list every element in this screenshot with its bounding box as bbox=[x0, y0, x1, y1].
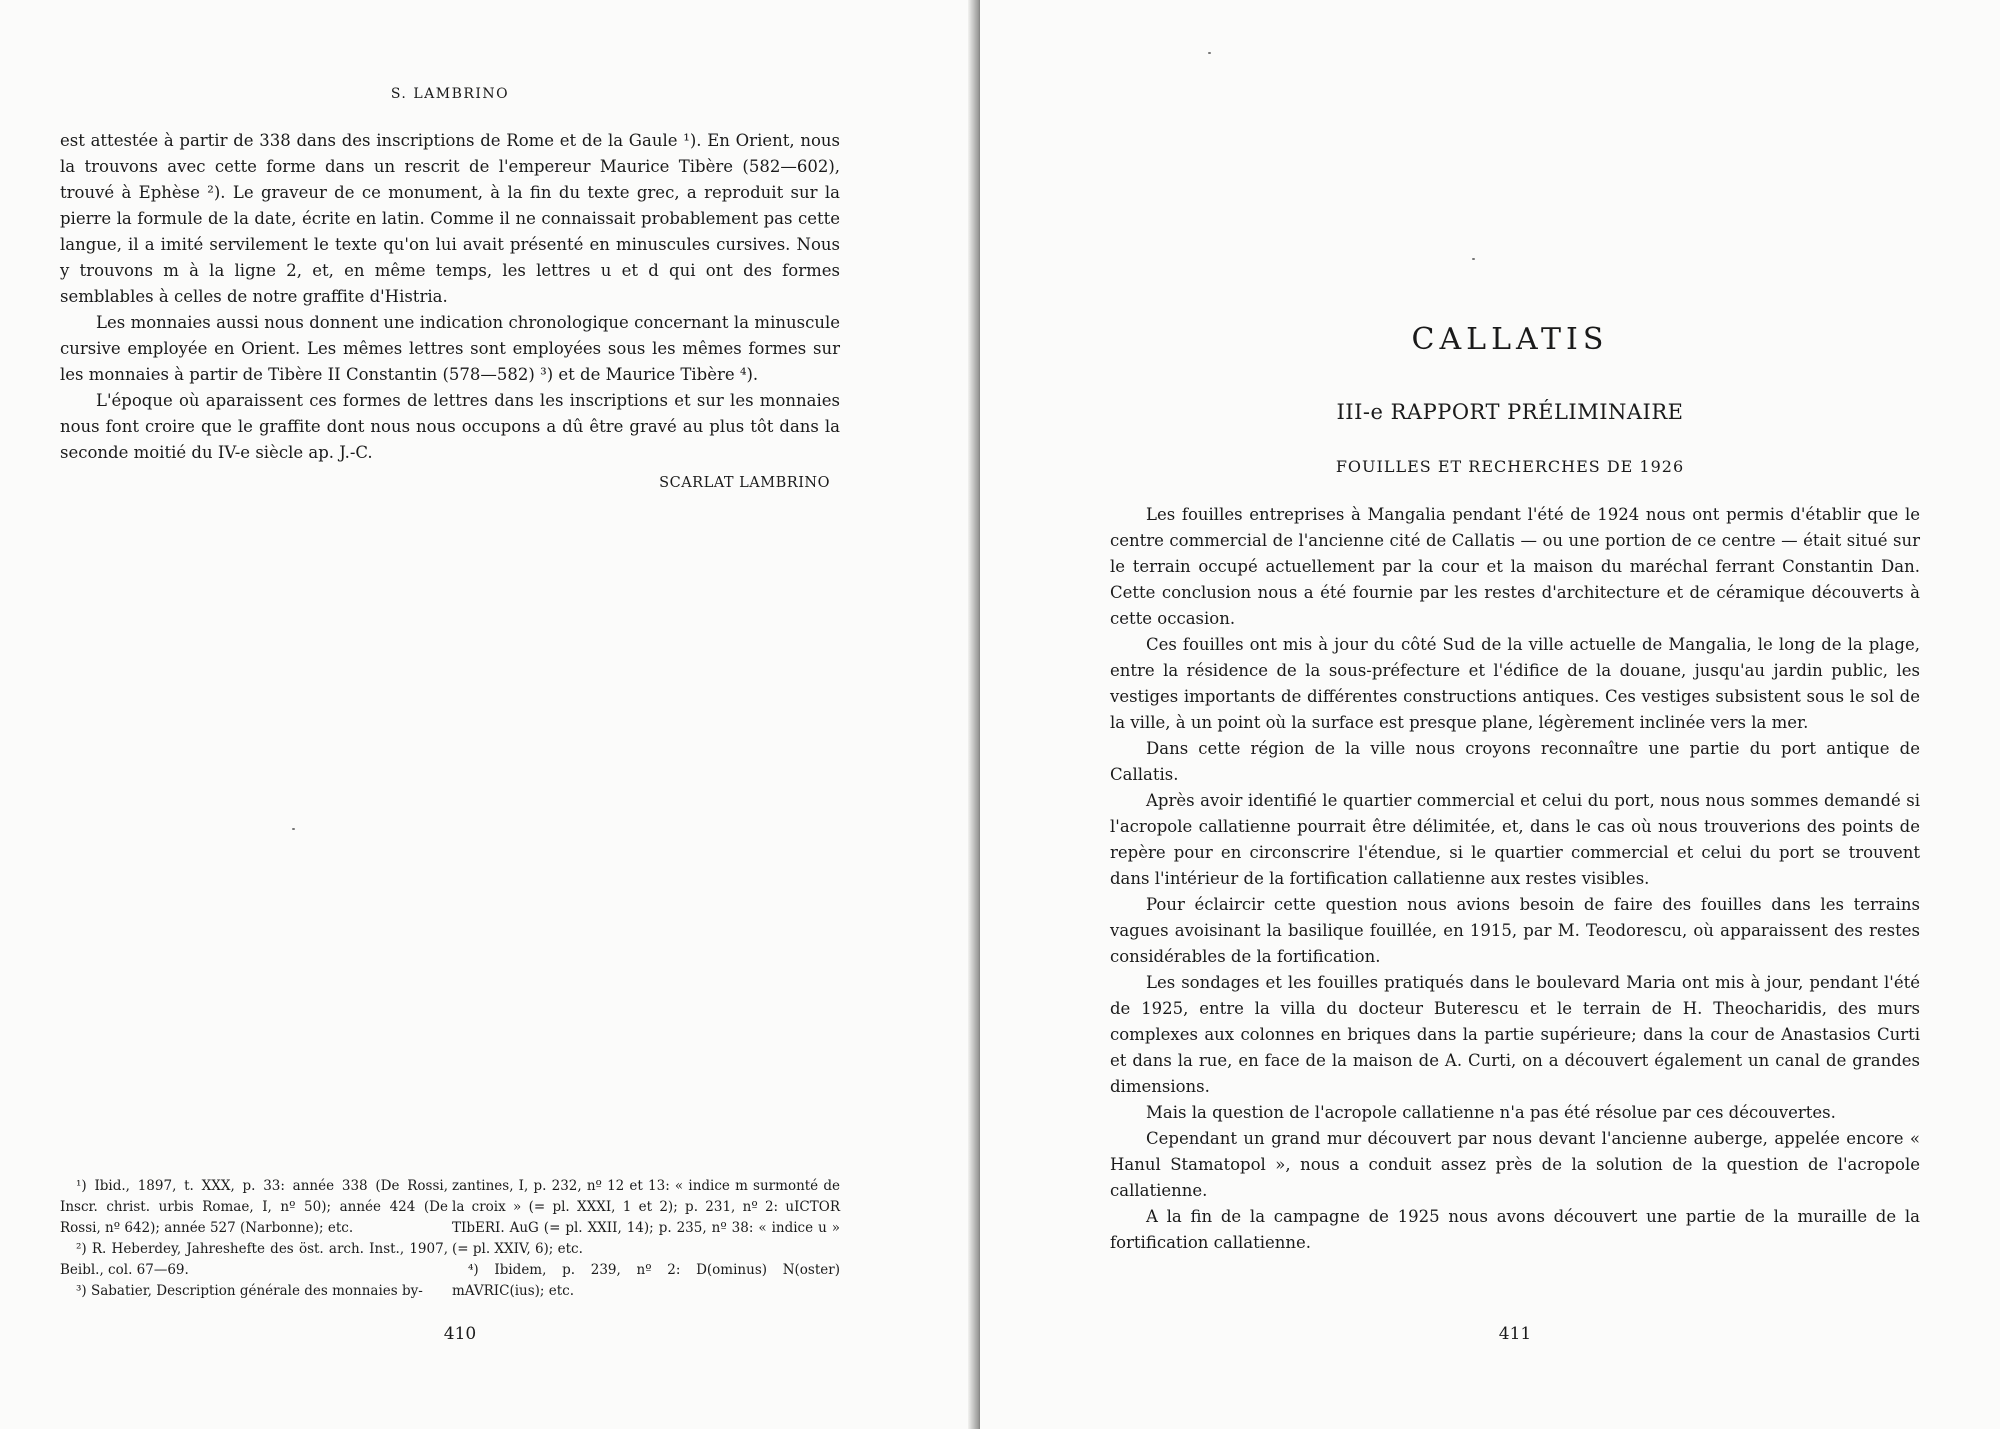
page-number-right: 411 bbox=[1498, 1324, 1532, 1344]
paragraph: Mais la question de l'acropole callatienne n'a pas été résolue par ces découvertes. bbox=[1146, 1103, 1836, 1122]
running-head: S. LAMBRINO bbox=[390, 86, 510, 102]
paragraph: Les fouilles entreprises à Mangalia pendant l'été de 1924 nous ont permis d'établir que le centre commercial de l'ancienne cité de Callatis — ou une portion de ce centre — était situé sur le terrain occupé actuellement par la cour et la maison du maréchal ferrant Constantin Dan. Cette conclusion nous a été fournie par les restes d'architecture et de céramique découverts à cette occasion. bbox=[1110, 505, 1920, 628]
print-speck bbox=[1472, 258, 1475, 260]
page-number-left: 410 bbox=[443, 1324, 477, 1344]
paragraph: Pour éclaircir cette question nous avions besoin de faire des fouilles dans les terrains vagues avoisinant la basilique fouillée, en 1915, par M. Teodorescu, où apparaissent des restes considérables de la fortification. bbox=[1110, 895, 1920, 966]
article-subtitle: III-e RAPPORT PRÉLIMINAIRE bbox=[1336, 400, 1684, 424]
author-signature: SCARLAT LAMBRINO bbox=[659, 475, 830, 491]
footnote: ³) Sabatier, Description générale des monnaies by- bbox=[76, 1283, 423, 1299]
footnote: ⁴) Ibidem, p. 239, nº 2: D(ominus) N(oster) mAVRIC(ius); etc. bbox=[452, 1262, 840, 1299]
footnote: ²) R. Heberdey, Jahreshefte des öst. arch. Inst., 1907, Beibl., col. 67—69. bbox=[60, 1241, 448, 1278]
paragraph: A la fin de la campagne de 1925 nous avons découvert une partie de la muraille de la fortification callatienne. bbox=[1110, 1207, 1920, 1252]
paragraph: L'époque où aparaissent ces formes de lettres dans les inscriptions et sur les monnaies nous font croire que le graffite dont nous nous occupons a dû être gravé au plus tôt dans la seconde moitié du IV-e siècle ap. J.-C. bbox=[60, 391, 840, 462]
article-title: CALLATIS bbox=[1411, 322, 1609, 357]
paragraph: Cependant un grand mur découvert par nous devant l'ancienne auberge, appelée encore « Hanul Stamatopol », nous a conduit assez près de la solution de la question de l'acropole callatienne. bbox=[1110, 1129, 1920, 1200]
section-heading: FOUILLES ET RECHERCHES DE 1926 bbox=[1335, 457, 1685, 476]
footnote: zantines, I, p. 232, nº 12 et 13: « indice m surmonté de la croix » (= pl. XXXI, 1 et 2); p. 231, nº 2: uICTOR TIbERI. AuG (= pl. XXII, 14); p. 235, nº 38: « indice u » (= pl. XXIV, 6); etc. bbox=[452, 1178, 840, 1257]
footnote: ¹) Ibid., 1897, t. XXX, p. 33: année 338 (De Rossi, Inscr. christ. urbis Romae, I, nº 50); année 424 (De Rossi, nº 642); année 527 (Narbonne); etc. bbox=[60, 1178, 448, 1236]
footnotes-column-2 bbox=[452, 1176, 840, 1302]
print-speck bbox=[292, 828, 295, 830]
paragraph: Après avoir identifié le quartier commercial et celui du port, nous nous sommes demandé si l'acropole callatienne pourrait être délimitée, et, dans le cas où nous trouverions des points de repère pour en circonscrire l'étendue, si le quartier commercial et celui du port se trouvent dans l'intérieur de la fortification callatienne aux restes visibles. bbox=[1110, 791, 1920, 888]
paragraph: Ces fouilles ont mis à jour du côté Sud de la ville actuelle de Mangalia, le long de la plage, entre la résidence de la sous-préfecture et l'édifice de la douane, jusqu'au jardin public, les vestiges importants de différentes constructions antiques. Ces vestiges subsistent sous le sol de la ville, à un point où la surface est presque plane, légèrement inclinée vers la mer. bbox=[1110, 635, 1920, 732]
footnotes bbox=[60, 1176, 840, 1302]
footnotes-column-1 bbox=[60, 1176, 448, 1302]
paragraph: Les sondages et les fouilles pratiqués dans le boulevard Maria ont mis à jour, pendant l'été de 1925, entre la villa du docteur Buterescu et le terrain de H. Theocharidis, des murs complexes aux colonnes en briques dans la partie supérieure; dans la cour de Anastasios Curti et dans la rue, en face de la maison de A. Curti, on a découvert également un canal de grandes dimensions. bbox=[1110, 973, 1920, 1096]
paragraph: Les monnaies aussi nous donnent une indication chronologique concernant la minuscule cursive employée en Orient. Les mêmes lettres sont employées sous les mêmes formes sur les monnaies à partir de Tibère II Constantin (578—582) ³) et de Maurice Tibère ⁴). bbox=[60, 313, 840, 384]
right-body-text bbox=[1110, 502, 1920, 1256]
paragraph: est attestée à partir de 338 dans des inscriptions de Rome et de la Gaule ¹). En Orient, nous la trouvons avec cette forme dans un rescrit de l'empereur Maurice Tibère (582—602), trouvé à Ephèse ²). Le graveur de ce monument, à la fin du texte grec, a reproduit sur la pierre la formule de la date, écrite en latin. Comme il ne connaissait probablement pas cette langue, il a imité servilement le texte qu'on lui avait présenté en minuscules cursives. Nous y trouvons m à la ligne 2, et, en même temps, les lettres u et d qui ont des formes semblables à celles de notre graffite d'Histria. bbox=[60, 131, 840, 306]
left-body-text bbox=[60, 128, 840, 496]
left-page bbox=[0, 0, 980, 1429]
print-speck bbox=[1208, 52, 1211, 54]
paragraph: Dans cette région de la ville nous croyons reconnaître une partie du port antique de Callatis. bbox=[1110, 739, 1920, 784]
